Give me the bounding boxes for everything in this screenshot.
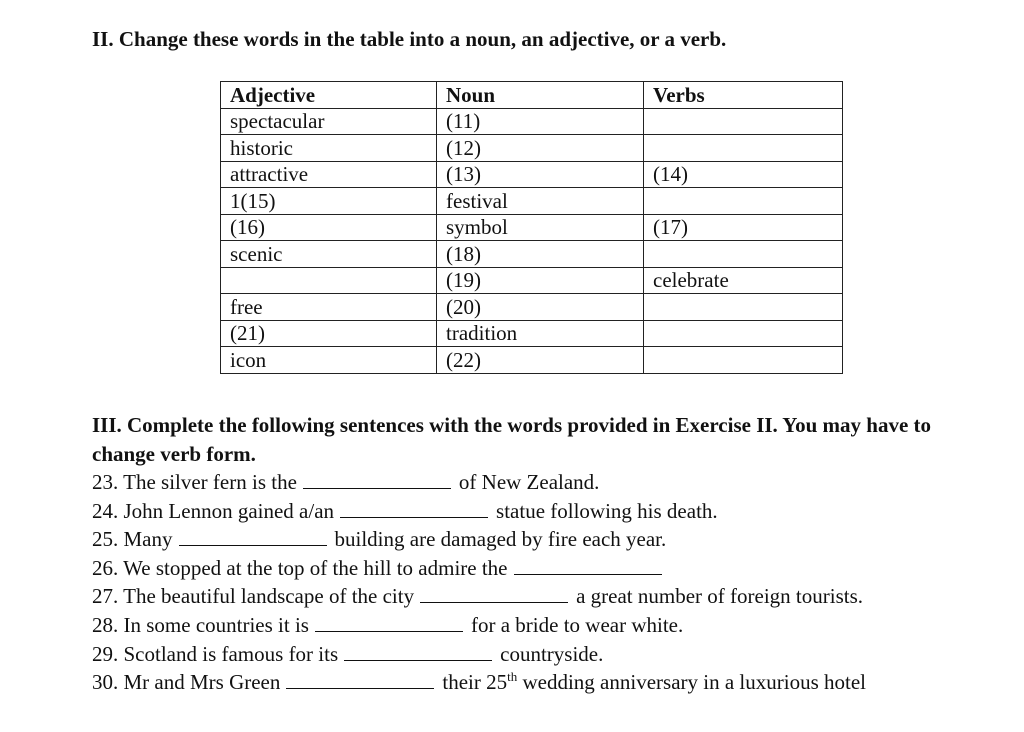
cell-verb: celebrate xyxy=(644,267,843,294)
answer-blank[interactable] xyxy=(340,499,488,518)
table-row xyxy=(221,188,843,215)
sentence-24 xyxy=(92,497,1012,526)
header-verbs: Verbs xyxy=(644,82,843,109)
header-adjective: Adjective xyxy=(221,82,437,109)
answer-blank[interactable] xyxy=(179,527,327,546)
sentence-text-before: 27. The beautiful landscape of the city xyxy=(92,584,415,609)
table-row xyxy=(221,161,843,188)
cell-noun: symbol xyxy=(437,214,644,241)
header-noun: Noun xyxy=(437,82,644,109)
cell-noun: tradition xyxy=(437,320,644,347)
cell-verb xyxy=(644,347,843,374)
cell-adjective: (21) xyxy=(221,320,437,347)
sentence-29 xyxy=(92,640,1012,669)
sentence-text-before: 25. Many xyxy=(92,527,173,552)
sentence-28 xyxy=(92,611,1012,640)
cell-adjective: free xyxy=(221,294,437,321)
sentence-text-before: 24. John Lennon gained a/an xyxy=(92,498,335,523)
sentence-text-after-end: wedding anniversary in a luxurious hotel xyxy=(517,670,866,695)
cell-noun: (19) xyxy=(437,267,644,294)
ordinal-suffix: th xyxy=(507,669,518,685)
sentence-25 xyxy=(92,525,1012,554)
cell-noun: (22) xyxy=(437,347,644,374)
sentence-text-before: 29. Scotland is famous for its xyxy=(92,641,339,666)
sentence-text-after: a great number of foreign tourists. xyxy=(576,584,864,609)
cell-noun: (12) xyxy=(437,135,644,162)
cell-verb xyxy=(644,294,843,321)
cell-noun: festival xyxy=(437,188,644,215)
sentence-text-before: 28. In some countries it is xyxy=(92,612,309,637)
cell-verb xyxy=(644,135,843,162)
cell-verb xyxy=(644,320,843,347)
sentence-27 xyxy=(92,582,1012,611)
answer-blank[interactable] xyxy=(303,470,451,489)
sentence-text-after: of New Zealand. xyxy=(458,470,600,494)
sentence-text-before: 23. The silver fern is the xyxy=(92,470,297,494)
table-row xyxy=(221,135,843,162)
answer-blank[interactable] xyxy=(315,613,463,632)
cell-adjective: spectacular xyxy=(221,108,437,135)
cell-noun: (13) xyxy=(437,161,644,188)
cell-adjective xyxy=(221,267,437,294)
sentence-text-before: 26. We stopped at the top of the hill to admire the xyxy=(92,555,508,580)
exercise-3-title: III. Complete the following sentences with the words provided in Exercise II. You may have to change verb form. xyxy=(92,413,932,466)
sentence-30 xyxy=(92,668,1012,697)
sentence-text-after: statue following his death. xyxy=(496,498,718,523)
answer-blank[interactable] xyxy=(420,584,568,603)
table-row xyxy=(221,347,843,374)
table-header-row xyxy=(221,82,843,109)
table-row xyxy=(221,267,843,294)
cell-verb xyxy=(644,188,843,215)
sentence-text-before: 30. Mr and Mrs Green xyxy=(92,670,281,695)
answer-blank[interactable] xyxy=(344,642,492,661)
sentence-list xyxy=(92,468,1012,697)
word-forms-table xyxy=(220,81,843,374)
sentence-text-after: for a bride to wear white. xyxy=(470,612,684,637)
cell-verb: (17) xyxy=(644,214,843,241)
cell-verb xyxy=(644,108,843,135)
cell-adjective: historic xyxy=(221,135,437,162)
sentence-26 xyxy=(92,554,1012,583)
sentence-text-after: countryside. xyxy=(500,641,604,666)
sentence-text-after: their 25 xyxy=(442,670,508,695)
cell-noun: (11) xyxy=(437,108,644,135)
table-row xyxy=(221,108,843,135)
table-row xyxy=(221,294,843,321)
cell-noun: (20) xyxy=(437,294,644,321)
table-row xyxy=(221,241,843,268)
answer-blank[interactable] xyxy=(514,556,662,575)
cell-adjective: (16) xyxy=(221,214,437,241)
cell-adjective: icon xyxy=(221,347,437,374)
sentence-23 xyxy=(92,468,1012,497)
cell-noun: (18) xyxy=(437,241,644,268)
cell-verb xyxy=(644,241,843,268)
cell-adjective: scenic xyxy=(221,241,437,268)
table-row xyxy=(221,320,843,347)
cell-adjective: 1(15) xyxy=(221,188,437,215)
cell-adjective: attractive xyxy=(221,161,437,188)
answer-blank[interactable] xyxy=(286,670,434,689)
cell-verb: (14) xyxy=(644,161,843,188)
table-row xyxy=(221,214,843,241)
exercise-2-title: II. Change these words in the table into a noun, an adjective, or a verb. xyxy=(92,27,727,51)
sentence-text-after: building are damaged by fire each year. xyxy=(334,527,667,552)
